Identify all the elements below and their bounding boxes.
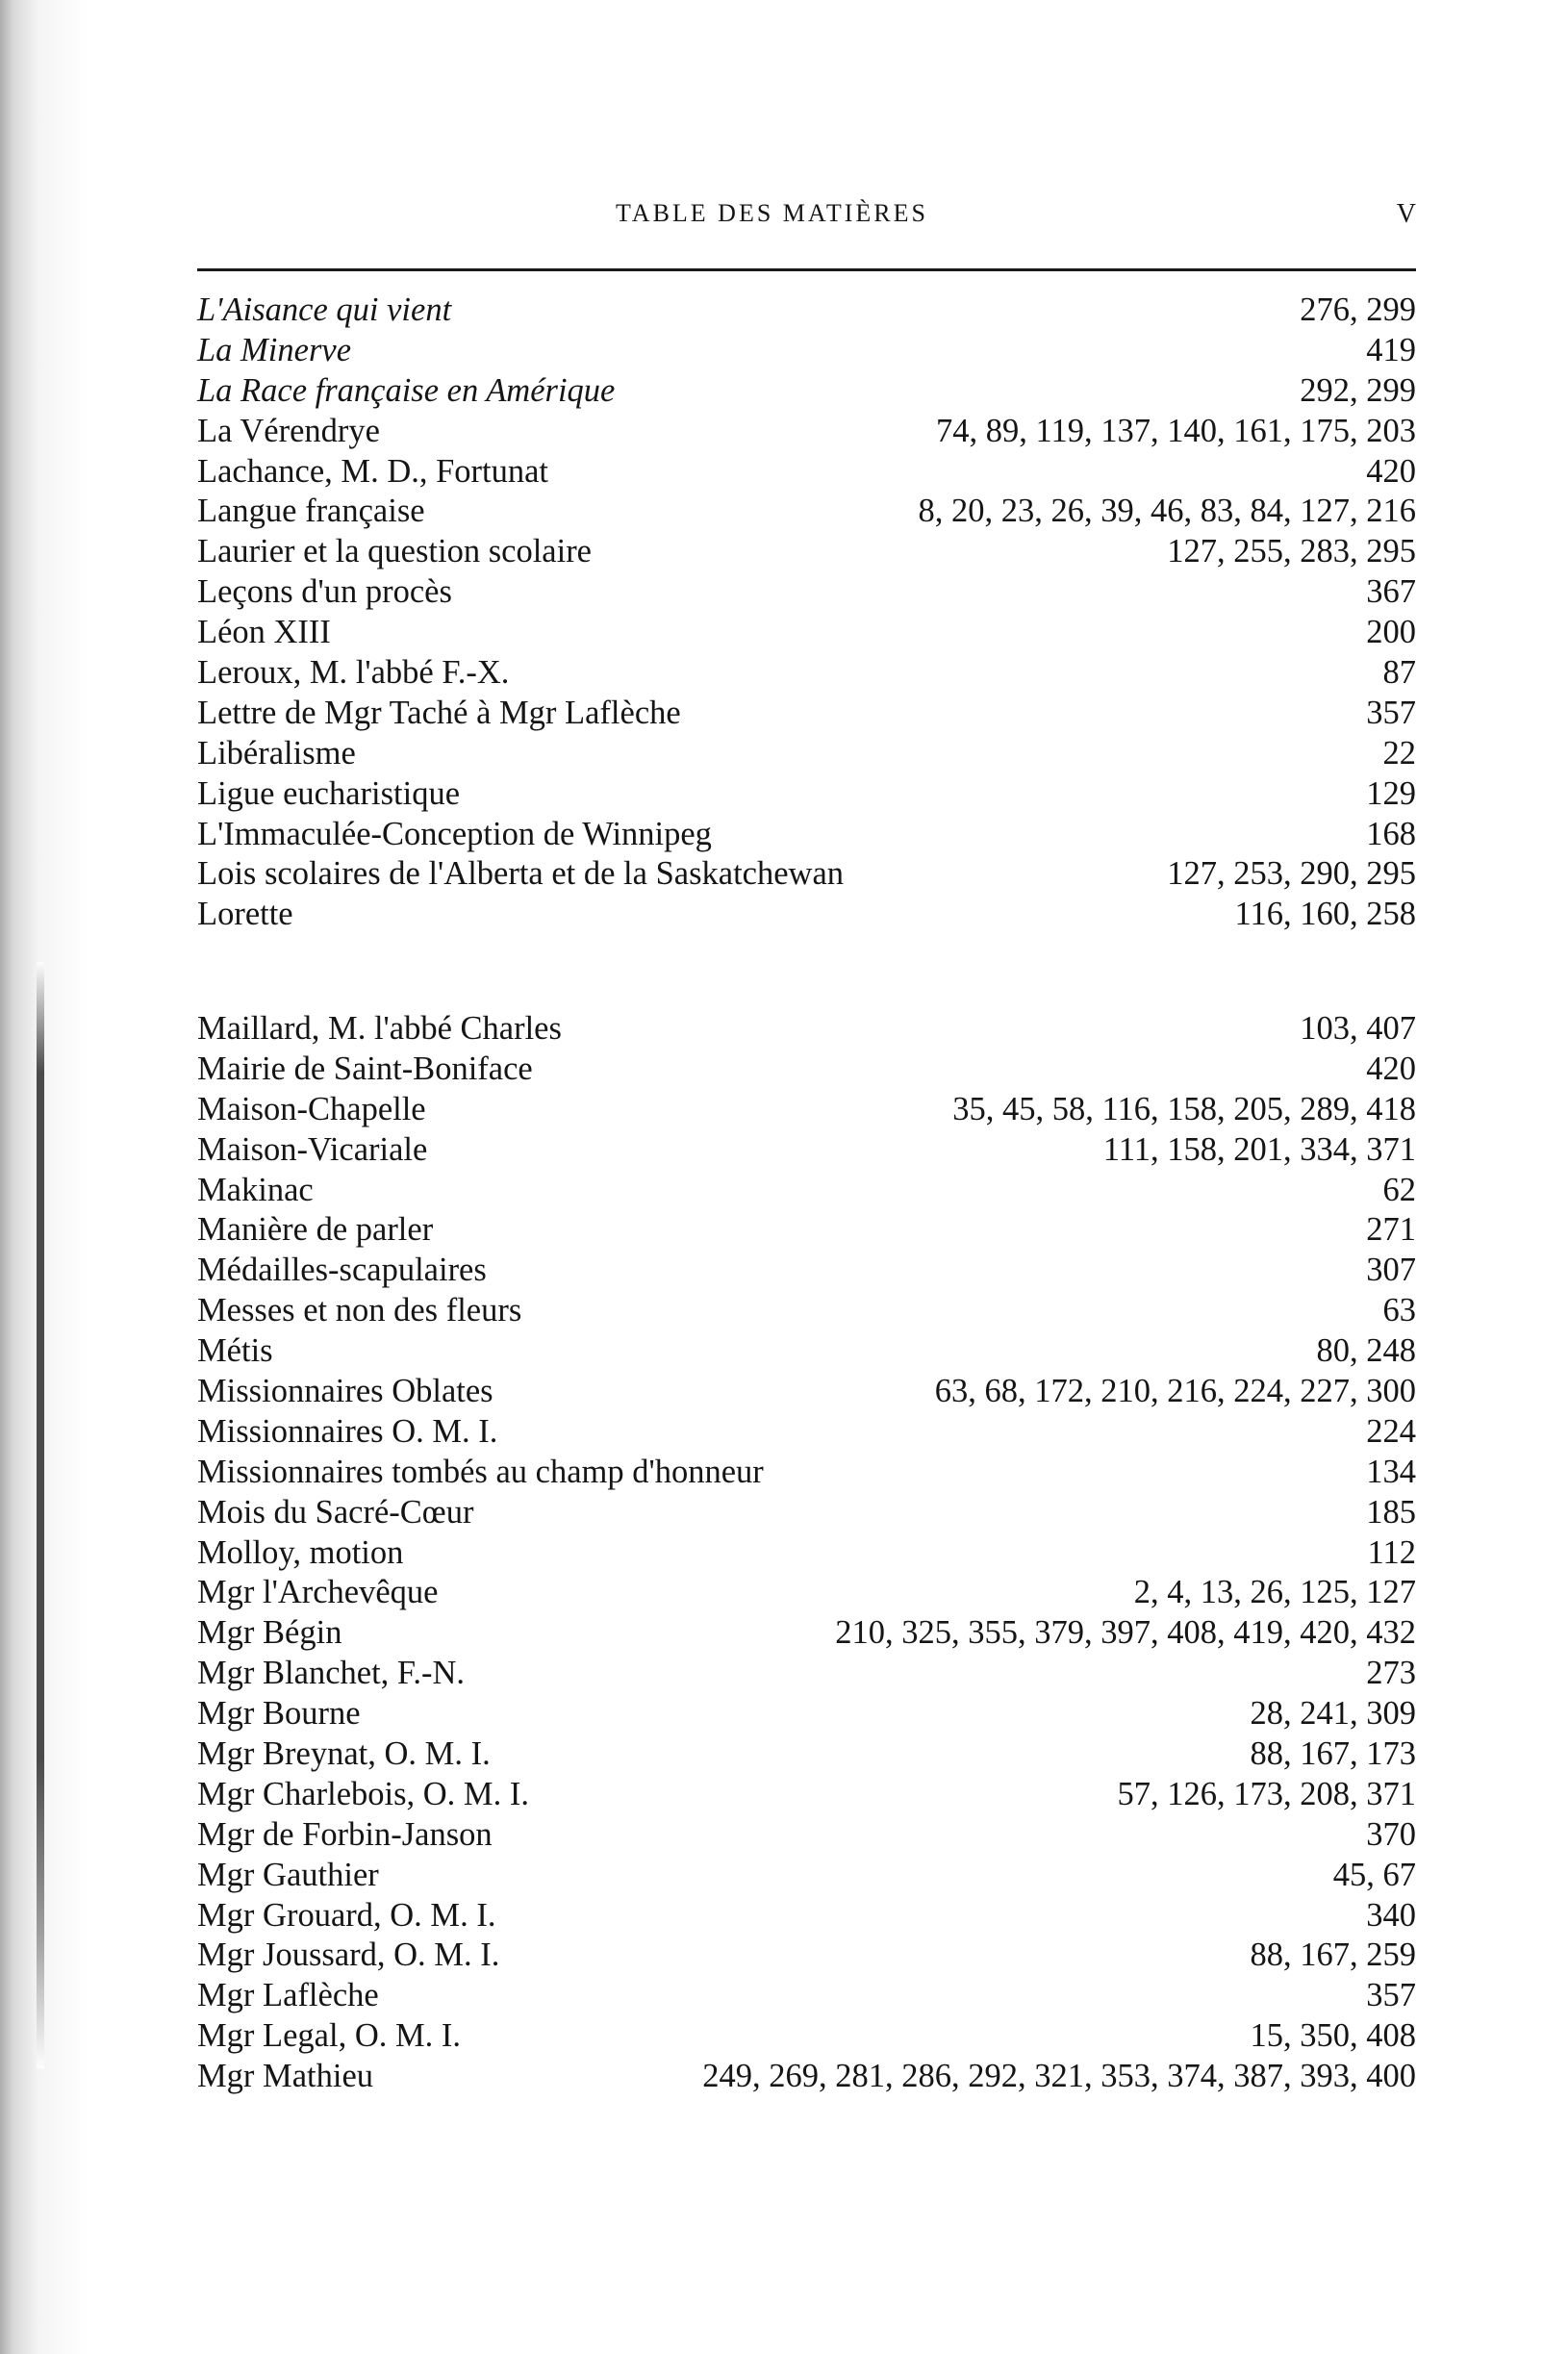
running-title: TABLE DES MATIÈRES	[616, 199, 928, 227]
index-page-refs: 420	[1366, 452, 1416, 490]
index-entry	[197, 452, 1416, 493]
index-entry	[197, 613, 1416, 653]
index-term: Libéralisme	[197, 734, 356, 772]
index-entry	[197, 1372, 1416, 1412]
index-term: Manière de parler	[197, 1211, 434, 1249]
index-term: Mgr Bourne	[197, 1695, 361, 1733]
binding-edge-mark	[37, 962, 44, 2068]
index-entry	[197, 815, 1416, 855]
index-entry	[197, 895, 1416, 935]
index-term: Leçons d'un procès	[197, 573, 452, 611]
index-page-refs: 224	[1366, 1412, 1416, 1450]
index-term: Lorette	[197, 896, 293, 933]
index-term: Mgr Laflèche	[197, 1977, 379, 2014]
index-term: Langue française	[197, 493, 425, 530]
index-page-refs: 15, 350, 408	[1250, 2017, 1416, 2055]
index-page-refs: 249, 269, 281, 286, 292, 321, 353, 374, 387, 393, 400	[702, 2058, 1416, 2095]
index-page-refs: 88, 167, 173	[1250, 1735, 1416, 1773]
index-page-refs: 127, 255, 283, 295	[1167, 533, 1416, 570]
page-edge-shadow	[0, 0, 144, 2354]
index-entry	[197, 371, 1416, 412]
index-entry	[197, 854, 1416, 895]
index-term: Missionnaires Oblates	[197, 1373, 493, 1410]
index-entry	[197, 774, 1416, 815]
index-page-refs: 370	[1366, 1815, 1416, 1853]
index-page-refs: 357	[1366, 694, 1416, 731]
index-page-refs: 111, 158, 201, 334, 371	[1102, 1130, 1416, 1168]
index-term: Maison-Chapelle	[197, 1090, 426, 1127]
index-term: Mgr Grouard, O. M. I.	[197, 1896, 496, 1934]
index-term: Métis	[197, 1332, 273, 1370]
index-term: Lois scolaires de l'Alberta et de la Saskatchewan	[197, 855, 845, 893]
index-page-refs: 57, 126, 173, 208, 371	[1117, 1775, 1416, 1812]
index-entry	[197, 1856, 1416, 1896]
index-term: La Race française en Amérique	[197, 371, 616, 409]
index-term: Molloy, motion	[197, 1533, 404, 1571]
index-entry	[197, 1573, 1416, 1613]
index-term: Leroux, M. l'abbé F.-X.	[197, 654, 510, 692]
index-entry	[197, 1493, 1416, 1533]
index-page-refs: 292, 299	[1300, 371, 1416, 409]
index-page-refs: 340	[1366, 1896, 1416, 1934]
index-entry	[197, 331, 1416, 371]
index-entry	[197, 653, 1416, 694]
index-page-refs: 103, 407	[1300, 1010, 1416, 1047]
index-entry	[197, 1734, 1416, 1775]
index-entry	[197, 1090, 1416, 1130]
index-entry	[197, 1130, 1416, 1171]
index-entry	[197, 1453, 1416, 1493]
index-page-refs: 419	[1366, 331, 1416, 368]
index-term: Missionnaires O. M. I.	[197, 1412, 498, 1450]
index-entry	[197, 1009, 1416, 1050]
index-term: Makinac	[197, 1171, 314, 1208]
index-term: Mgr Gauthier	[197, 1856, 379, 1893]
index-section-m	[197, 1009, 1416, 2097]
index-term: Mgr Charlebois, O. M. I.	[197, 1775, 529, 1812]
index-page-refs: 420	[1366, 1050, 1416, 1087]
index-entry	[197, 1210, 1416, 1251]
index-term: Lachance, M. D., Fortunat	[197, 452, 549, 490]
index-page-refs: 357	[1366, 1977, 1416, 2014]
index-entry	[197, 1412, 1416, 1453]
index-page-refs: 185	[1366, 1493, 1416, 1531]
index-page-refs: 22	[1382, 734, 1416, 772]
index-term: Laurier et la question scolaire	[197, 533, 592, 570]
index-term: Léon XIII	[197, 614, 331, 651]
index-entry	[197, 734, 1416, 774]
index-entry	[197, 291, 1416, 331]
index-term: Mgr Legal, O. M. I.	[197, 2017, 462, 2055]
index-term: Mgr l'Archevêque	[197, 1574, 439, 1611]
index-entry	[197, 2016, 1416, 2057]
index-term: Mgr Joussard, O. M. I.	[197, 1936, 500, 1974]
index-page-refs: 45, 67	[1332, 1856, 1416, 1893]
index-entry	[197, 1171, 1416, 1211]
index-page-refs: 367	[1366, 573, 1416, 611]
index-term: Mgr Blanchet, F.-N.	[197, 1655, 465, 1692]
index-page-refs: 200	[1366, 614, 1416, 651]
index-term: Médailles-scapulaires	[197, 1252, 487, 1289]
index-entry	[197, 694, 1416, 734]
index-page-refs: 63, 68, 172, 210, 216, 224, 227, 300	[934, 1373, 1416, 1410]
index-page-refs: 276, 299	[1300, 291, 1416, 328]
index-page-refs: 74, 89, 119, 137, 140, 161, 175, 203	[936, 412, 1416, 449]
index-term: Mairie de Saint-Boniface	[197, 1050, 533, 1087]
index-page-refs: 8, 20, 23, 26, 39, 46, 83, 84, 127, 216	[918, 493, 1416, 530]
index-page-refs: 129	[1366, 774, 1416, 812]
index-page-refs: 88, 167, 259	[1250, 1936, 1416, 1974]
index-entry	[197, 1815, 1416, 1856]
index-page-refs: 112	[1367, 1533, 1416, 1571]
running-header	[192, 199, 1416, 238]
index-page-refs: 63	[1382, 1292, 1416, 1329]
index-page-refs: 87	[1382, 654, 1416, 692]
index-term: Missionnaires tombés au champ d'honneur	[197, 1453, 764, 1490]
index-term: Maillard, M. l'abbé Charles	[197, 1010, 562, 1047]
index-entry	[197, 1775, 1416, 1815]
index-entry	[197, 1251, 1416, 1291]
index-page-refs: 134	[1366, 1453, 1416, 1490]
index-entry	[197, 492, 1416, 532]
index-term: Mgr de Forbin-Janson	[197, 1815, 493, 1853]
index-page-refs: 210, 325, 355, 379, 397, 408, 419, 420, 432	[835, 1614, 1416, 1652]
index-page-refs: 273	[1366, 1655, 1416, 1692]
index-entry	[197, 1050, 1416, 1090]
index-entry	[197, 1654, 1416, 1694]
index-entry	[197, 412, 1416, 452]
index-entry	[197, 532, 1416, 572]
index-entry	[197, 1936, 1416, 1976]
index-section-l	[197, 291, 1416, 935]
index-entry	[197, 1976, 1416, 2016]
page-number: V	[1396, 199, 1416, 229]
index-page-refs: 28, 241, 309	[1250, 1695, 1416, 1733]
index-entry	[197, 1331, 1416, 1372]
index-page-refs: 307	[1366, 1252, 1416, 1289]
index-term: Lettre de Mgr Taché à Mgr Laflèche	[197, 694, 681, 731]
index-term: Mois du Sacré-Cœur	[197, 1493, 474, 1531]
index-entry	[197, 2057, 1416, 2097]
index-term: Ligue eucharistique	[197, 774, 461, 812]
index-term: La Vérendrye	[197, 412, 380, 449]
index-term: Messes et non des fleurs	[197, 1292, 522, 1329]
index-page-refs: 168	[1366, 815, 1416, 852]
index-page-refs: 127, 253, 290, 295	[1167, 855, 1416, 893]
index-page-refs: 116, 160, 258	[1234, 896, 1416, 933]
index-entry	[197, 1613, 1416, 1654]
index-page-refs: 2, 4, 13, 26, 125, 127	[1133, 1574, 1416, 1611]
index-term: Mgr Mathieu	[197, 2058, 374, 2095]
index-page-refs: 35, 45, 58, 116, 158, 205, 289, 418	[952, 1090, 1416, 1127]
index-term: La Minerve	[197, 331, 352, 368]
index-entry	[197, 1694, 1416, 1734]
index-term: L'Aisance qui vient	[197, 291, 452, 328]
index-page-refs: 271	[1366, 1211, 1416, 1249]
index-page-refs: 80, 248	[1316, 1332, 1416, 1370]
index-entry	[197, 1291, 1416, 1331]
header-rule	[197, 268, 1416, 271]
index-term: L'Immaculée-Conception de Winnipeg	[197, 815, 712, 852]
index-term: Mgr Breynat, O. M. I.	[197, 1735, 491, 1773]
index-entry	[197, 572, 1416, 613]
index-entry	[197, 1533, 1416, 1574]
index-page-refs: 62	[1382, 1171, 1416, 1208]
index-term: Mgr Bégin	[197, 1614, 342, 1652]
index-term: Maison-Vicariale	[197, 1130, 428, 1168]
index-entry	[197, 1896, 1416, 1936]
